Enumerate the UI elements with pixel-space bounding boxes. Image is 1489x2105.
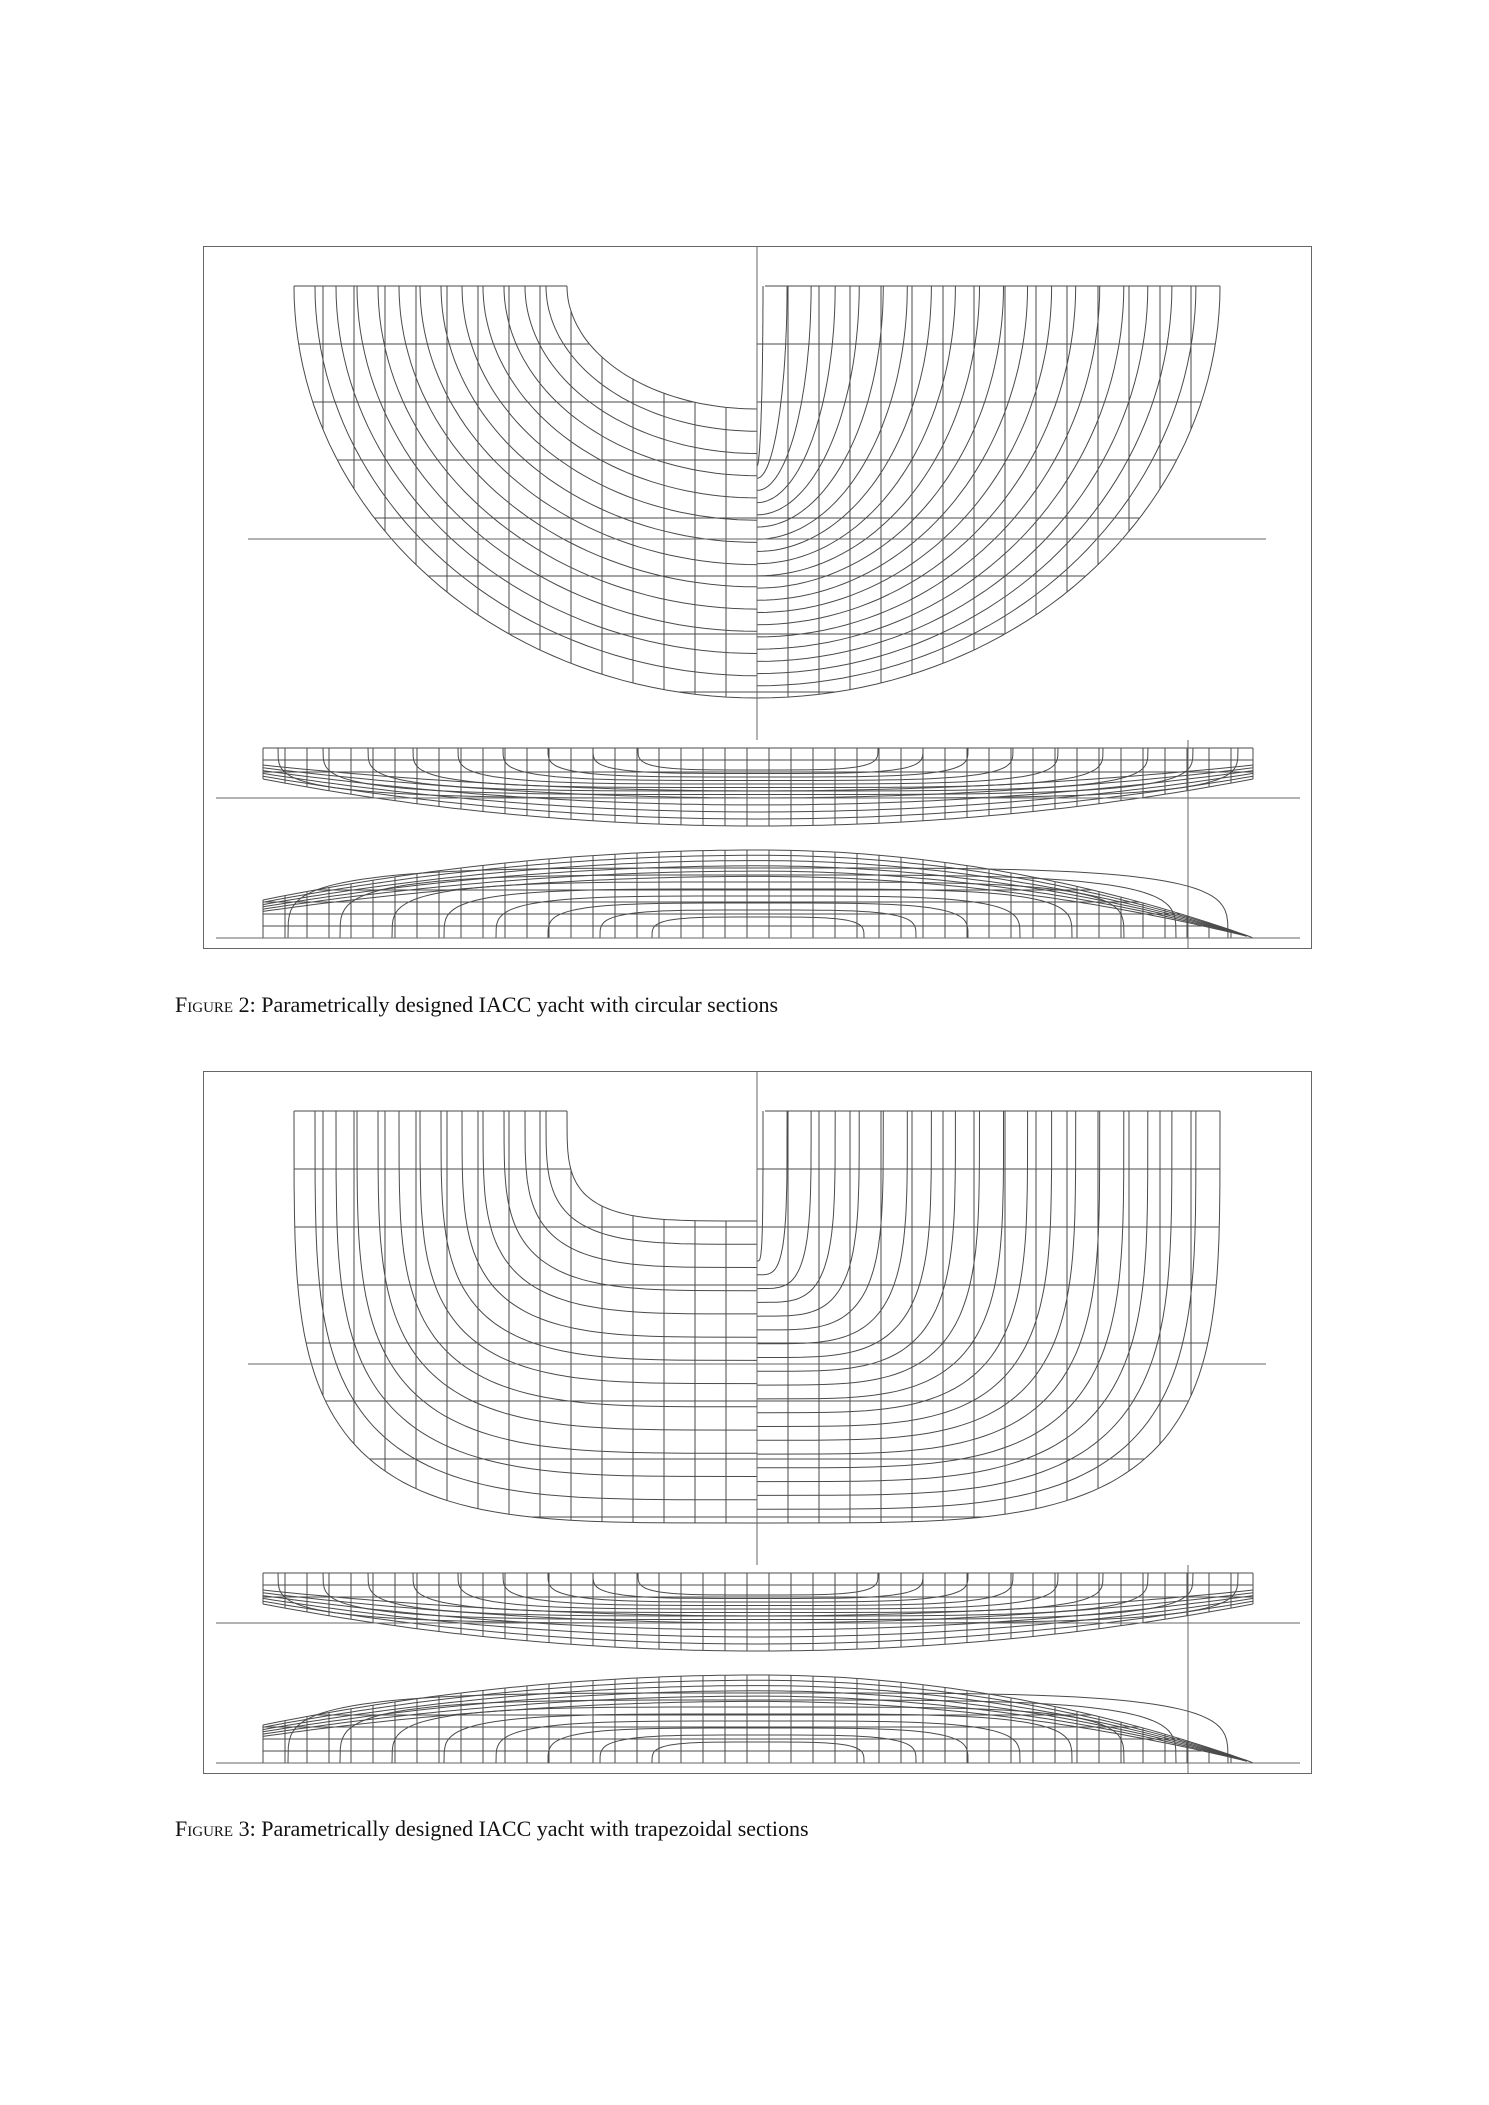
fwd-section-curve xyxy=(757,1111,763,1261)
aft-section-curve xyxy=(462,286,757,520)
caption-number: 3 xyxy=(238,1816,250,1841)
aft-section-curve xyxy=(378,1111,757,1430)
figure-3-drawing xyxy=(203,1071,1312,1774)
plan-buttock-curve xyxy=(638,748,878,770)
caption-separator: : xyxy=(249,992,256,1017)
figure-2-drawing xyxy=(203,246,1312,949)
fwd-section-curve xyxy=(757,286,1196,686)
aft-section-curve xyxy=(483,286,757,498)
fwd-section-curve xyxy=(757,1111,883,1330)
fwd-section-curve xyxy=(757,1111,931,1358)
fwd-section-curve xyxy=(757,1111,1028,1413)
fwd-section-curve xyxy=(757,286,1124,649)
plan-waterline-curve xyxy=(263,773,1253,812)
plan-buttock-curve xyxy=(638,1573,878,1595)
fwd-section-curve xyxy=(757,1111,811,1289)
fwd-section-curve xyxy=(757,1111,1220,1523)
aft-section-curve xyxy=(294,1111,757,1523)
plan-buttock-curve xyxy=(503,748,1013,781)
aft-section-curve xyxy=(504,286,757,476)
profile-buttock-curve xyxy=(652,917,864,938)
plan-buttock-curve xyxy=(548,1573,968,1602)
fwd-section-curve xyxy=(757,286,787,478)
profile-buttock-curve xyxy=(548,1728,968,1763)
aft-section-curve xyxy=(525,286,757,454)
plan-waterline-curve xyxy=(263,1598,1253,1637)
aft-section-curve xyxy=(357,1111,757,1453)
hull-lines-plan-circular xyxy=(203,246,1312,949)
plan-buttock-curve xyxy=(503,1573,1013,1606)
caption-label: Figure xyxy=(175,992,234,1017)
aft-section-curve xyxy=(420,286,757,565)
fwd-section-curve xyxy=(757,1111,1052,1427)
fwd-section-curve xyxy=(757,286,1220,698)
fwd-section-curve xyxy=(757,286,835,503)
plan-buttock-curve xyxy=(548,748,968,777)
aft-section-curve xyxy=(567,286,757,409)
plan-buttock-curve xyxy=(413,1573,1103,1613)
fwd-section-curve xyxy=(757,286,1028,600)
aft-section-curve xyxy=(441,1111,757,1360)
fwd-section-curve xyxy=(757,1111,1100,1454)
caption-number: 2 xyxy=(238,992,250,1017)
figure-3-caption xyxy=(175,1816,809,1842)
plan-buttock-curve xyxy=(413,748,1103,788)
aft-section-curve xyxy=(399,286,757,587)
fwd-section-curve xyxy=(757,286,859,515)
aft-section-curve xyxy=(567,1111,757,1221)
fwd-section-curve xyxy=(757,1111,1196,1509)
figure-2-caption xyxy=(175,992,778,1018)
profile-buttock-curve xyxy=(548,903,968,938)
aft-section-curve xyxy=(441,286,757,542)
fwd-section-curve xyxy=(757,286,883,527)
aft-section-curve xyxy=(462,1111,757,1337)
fwd-section-curve xyxy=(757,1111,1004,1399)
aft-section-curve xyxy=(399,1111,757,1407)
aft-section-curve xyxy=(546,1111,757,1244)
caption-label: Figure xyxy=(175,1816,234,1841)
fwd-section-curve xyxy=(757,286,1076,625)
fwd-section-curve xyxy=(757,286,763,466)
caption-text: Parametrically designed IACC yacht with trapezoidal sections xyxy=(261,1816,809,1841)
caption-text: Parametrically designed IACC yacht with circular sections xyxy=(261,992,779,1017)
aft-section-curve xyxy=(546,286,757,431)
hull-lines-plan-trapezoidal xyxy=(203,1071,1312,1774)
profile-buttock-curve xyxy=(652,1742,864,1763)
caption-separator: : xyxy=(249,1816,256,1841)
